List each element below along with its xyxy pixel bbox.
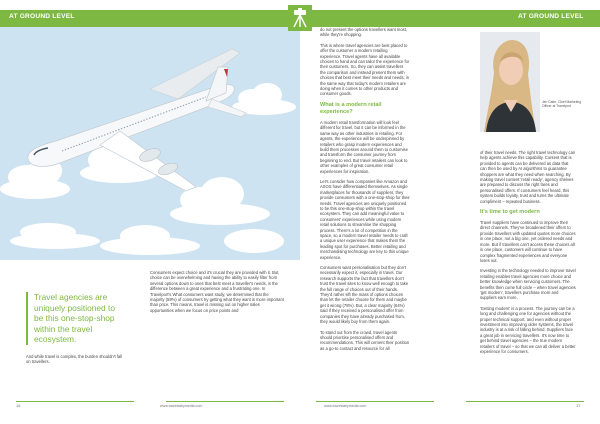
right-footer-rule-2 — [466, 401, 584, 402]
portrait-caption: Jen Catto, Chief Marketing Officer at Travelport — [542, 100, 582, 109]
surveyor-tripod-icon — [288, 5, 312, 31]
body-paragraph: do not present the options travellers want most, while they're shopping. — [320, 27, 407, 38]
author-portrait — [480, 32, 540, 132]
right-page — [300, 0, 600, 424]
airplane-sky-image — [0, 27, 300, 260]
intro-paragraph: And while travel is complex, the burden shouldn't fall on travellers. — [26, 354, 123, 365]
body-paragraph: Consumers want personalisation but they don't necessarily expect it, especially in travel. Our research supports the fact that travellers don't trust the travel sites to know well enough to take the full range of choices out of their hands. They'd rather sift the mass of options choices than let the retailer choose for them and maybe get it wrong (78%). But, a clear majority (64%) said if they received a personalised offer from companies they have already purchased from, they would likely buy from them again. — [320, 265, 409, 325]
right-footer-url[interactable]: www.traveldailymedia.com — [324, 404, 367, 408]
person-portrait-icon — [480, 32, 540, 132]
body-paragraph: A modern retail transformation will look feel different for travel, but it can be informed in the same way as other industries in retailing. For agents, the experience will be underpinned by retailers who grasp modern experiences and build them processes around them to customise and transform the consumer journey from beginning to end. But travel retailers can look to other examples of great consumer retail experiences for inspiration. — [320, 119, 408, 174]
right-page-number: 17 — [576, 403, 581, 408]
left-footer-url[interactable]: www.traveldailymedia.com — [160, 404, 203, 408]
left-page-number: 16 — [16, 403, 21, 408]
body-paragraph: Let's consider how companies like Amazon and ASOS have differentiated themselves. As single marketplaces for thousands of suppliers, they provide consumers with a one-stop-shop for their needs. Travel agencies are uniquely positioned to be this one-stop-shop within the travel ecosystem. They can add meaningful value to consumers' experiences while using modern retail solutions to streamline the shopping process. There's a lot of competition in the space, so a modern travel retailer needs to craft a unique user experience that makes them the leading spot for purchases. Better retailing and merchandising technology are key to this unique experience. — [320, 178, 410, 260]
pull-quote-text: Travel agencies are uniquely positioned to be this one-stop-shop within the travel ecosystem. — [34, 292, 116, 345]
section-heading: What is a modern retail experience? — [320, 101, 382, 115]
emblem-badge — [288, 5, 312, 31]
right-header-label: AT GROUND LEVEL — [518, 13, 584, 20]
left-intro-column — [26, 354, 124, 370]
body-paragraph: This is where travel agencies are best placed to offer the customer a modern retailing experience. Travel agents have all available choices to hand and can tailor the experience for their customers. So, they can assist travellers the comparison and instead present them with choices that best meet their needs and needs, in the same way that today's modern retailers are doing when it comes to other products and consumer goods. — [320, 42, 410, 97]
airplane-icon — [0, 27, 300, 260]
section-heading: It's time to get modern — [480, 209, 540, 216]
right-column-1 — [320, 27, 410, 356]
body-paragraph: Travel suppliers have continued to improve their direct channels. They've broadened their offers to provide travellers with updated quotes more choices in one place, not a big one, yet ordered needs and more. But if travellers can't access these choices all in one place, customers will continue to have complex fragmented experiences and everyone loses out. — [480, 220, 576, 263]
left-footer-rule — [16, 401, 134, 402]
pull-quote — [26, 292, 122, 345]
body-paragraph: of their travel needs. The right travel technology can help agents achieve this capability. Content that is provided to agents can be delivered as data that can then be used by AI algorithms to guarantee shoppers are what they need when searching. By making travel content 'retail ready', agency shelves are prepared to discuss the right fares and personalised offers. If consumers feel heard, this system builds loyalty, trust and turns the ultimate compliment – repeated business. — [480, 150, 576, 204]
body-paragraph: Consumers expect choice and it's crucial they are provided with it. But, choice can be overwhelming and having the ability to easily filter from several options down to ones that best meet a traveller's needs, is the difference between a great experience and a frustrating one. In Travelport's What consumers want study, we determined that the majority (59%) of consumers try getting what they want is more important than price. This means, travel is missing out on higher sales opportunities when we focus on price points and — [150, 270, 284, 313]
left-header-label: AT GROUND LEVEL — [9, 13, 75, 20]
body-paragraph: To stand out from the crowd, travel agents should prioritise personalised offers and recommendations. This will cement their position as a go-to contact and resource for all — [320, 329, 410, 351]
body-paragraph: Investing in the technology needed to improve travel retailing enables travel agencies more choice and better knowledge when servicing customers. The benefits then come full circle – when travel agencies 'get modern', travellers purchase more and suppliers earn more. — [480, 268, 576, 301]
left-body-column — [150, 270, 284, 318]
right-column-2 — [480, 150, 576, 359]
left-footer-rule-2 — [166, 401, 284, 402]
right-footer-rule — [316, 401, 434, 402]
body-paragraph: 'Getting modern' is a process. The journey can be a long and challenging one for agencies without the proper technical support, and even without proper investment into improving older systems, the travel industry is at a risk of falling behind. Suppliers face a great job in servicing travellers. It's now time to get behind travel agencies – the true modern retailers of travel – so that we can all deliver a better experience for consumers. — [480, 305, 576, 354]
